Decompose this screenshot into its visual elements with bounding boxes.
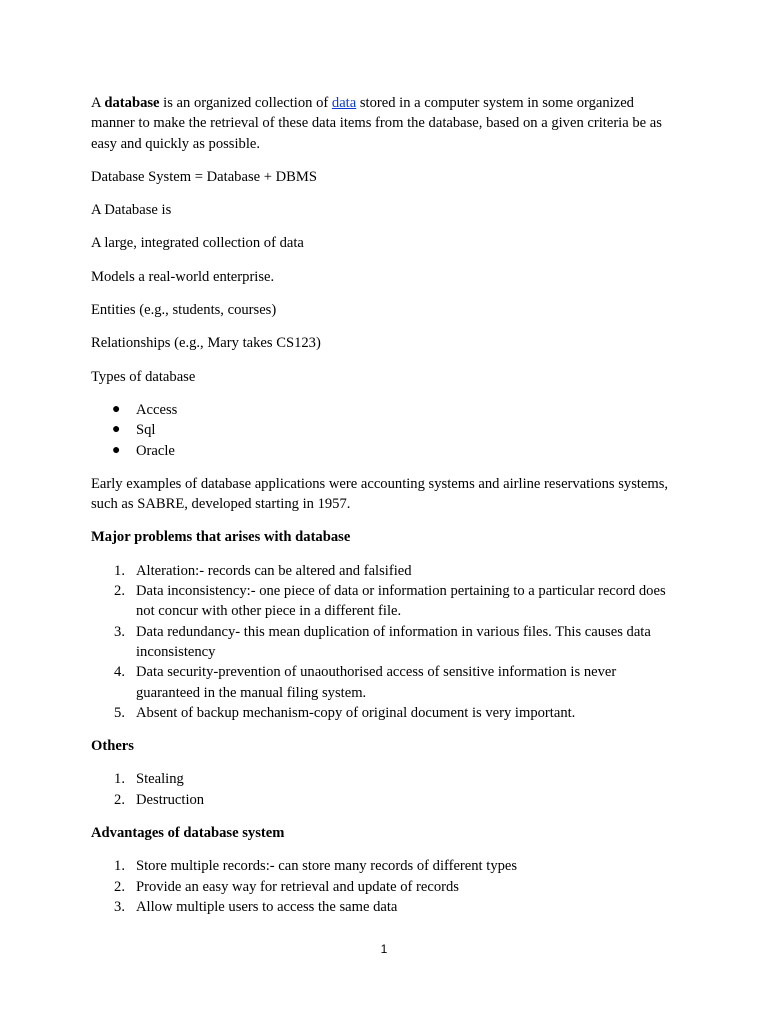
list-item [91, 790, 681, 810]
list-number: 2. [114, 583, 125, 600]
problems-list [91, 561, 681, 723]
list-item-text: Allow multiple users to access the same data [136, 898, 398, 915]
line-relationships: Relationships (e.g., Mary takes CS123) [91, 335, 321, 352]
line-types-heading: Types of database [91, 368, 196, 385]
list-number: 3. [114, 898, 125, 915]
early-examples-paragraph: Early examples of database applications were accounting systems and airline reservations systems, such as SABRE, developed starting in 1957. [91, 475, 669, 513]
bullet-icon: ● [112, 422, 121, 438]
list-item-text: Access [136, 401, 178, 418]
list-number: 1. [114, 858, 125, 875]
list-item [91, 400, 681, 420]
line-models: Models a real-world enterprise. [91, 268, 275, 285]
intro-bold-term: database [104, 95, 160, 111]
data-link[interactable]: data [331, 95, 357, 111]
list-item [91, 703, 681, 723]
intro-paragraph [91, 93, 681, 154]
list-number: 4. [114, 664, 125, 681]
list-number: 2. [114, 878, 125, 895]
line-entities: Entities (e.g., students, courses) [91, 302, 277, 319]
types-list [91, 400, 681, 461]
list-item [91, 897, 681, 917]
list-number: 5. [114, 704, 125, 721]
list-item [91, 662, 681, 703]
advantages-heading: Advantages of database system [91, 825, 285, 842]
advantages-list [91, 856, 681, 917]
list-item [91, 561, 681, 581]
bullet-icon: ● [112, 401, 121, 417]
problems-heading: Major problems that arises with database [91, 529, 351, 546]
list-item-text: Stealing [136, 771, 184, 788]
list-item-text: Oracle [136, 442, 175, 459]
list-item-text: Alteration:- records can be altered and falsified [136, 562, 412, 579]
others-heading: Others [91, 738, 134, 755]
intro-text-start: A [91, 95, 105, 111]
line-collection: A large, integrated collection of data [91, 235, 304, 252]
list-item-text: Store multiple records:- can store many records of different types [136, 858, 518, 875]
list-number: 2. [114, 791, 125, 808]
list-item [91, 420, 681, 440]
list-item-text: Sql [136, 422, 156, 439]
list-item-text: Data security-prevention of unaouthorised access of sensitive information is never guaranteed in the manual filing system. [136, 664, 617, 701]
list-item [91, 769, 681, 789]
line-a-database-is: A Database is [91, 202, 172, 219]
list-item [91, 441, 681, 461]
list-number: 1. [114, 562, 125, 579]
list-item-text: Destruction [136, 791, 205, 808]
list-item [91, 622, 681, 663]
list-item [91, 581, 681, 622]
line-equation: Database System = Database + DBMS [91, 168, 318, 185]
page-number: 1 [380, 942, 388, 956]
list-item-text: Absent of backup mechanism-copy of original document is very important. [136, 704, 576, 721]
list-item-text: Provide an easy way for retrieval and update of records [136, 878, 459, 895]
list-item-text: Data redundancy- this mean duplication of information in various files. This causes data inconsistency [136, 623, 651, 660]
intro-text-mid: is an organized collection of [159, 95, 332, 111]
list-item-text: Data inconsistency:- one piece of data or information pertaining to a particular record does not concur with other piece in a different file. [136, 583, 666, 620]
others-list [91, 769, 681, 810]
bullet-icon: ● [112, 442, 121, 458]
list-item [91, 856, 681, 876]
intro-text-end: stored in a computer system in some organized manner to make the retrieval of these data items from the database, based on a given criteria be as easy and quickly as possible. [91, 95, 662, 152]
list-item [91, 877, 681, 897]
document-page [91, 93, 681, 930]
list-number: 3. [114, 623, 125, 640]
list-number: 1. [114, 771, 125, 788]
